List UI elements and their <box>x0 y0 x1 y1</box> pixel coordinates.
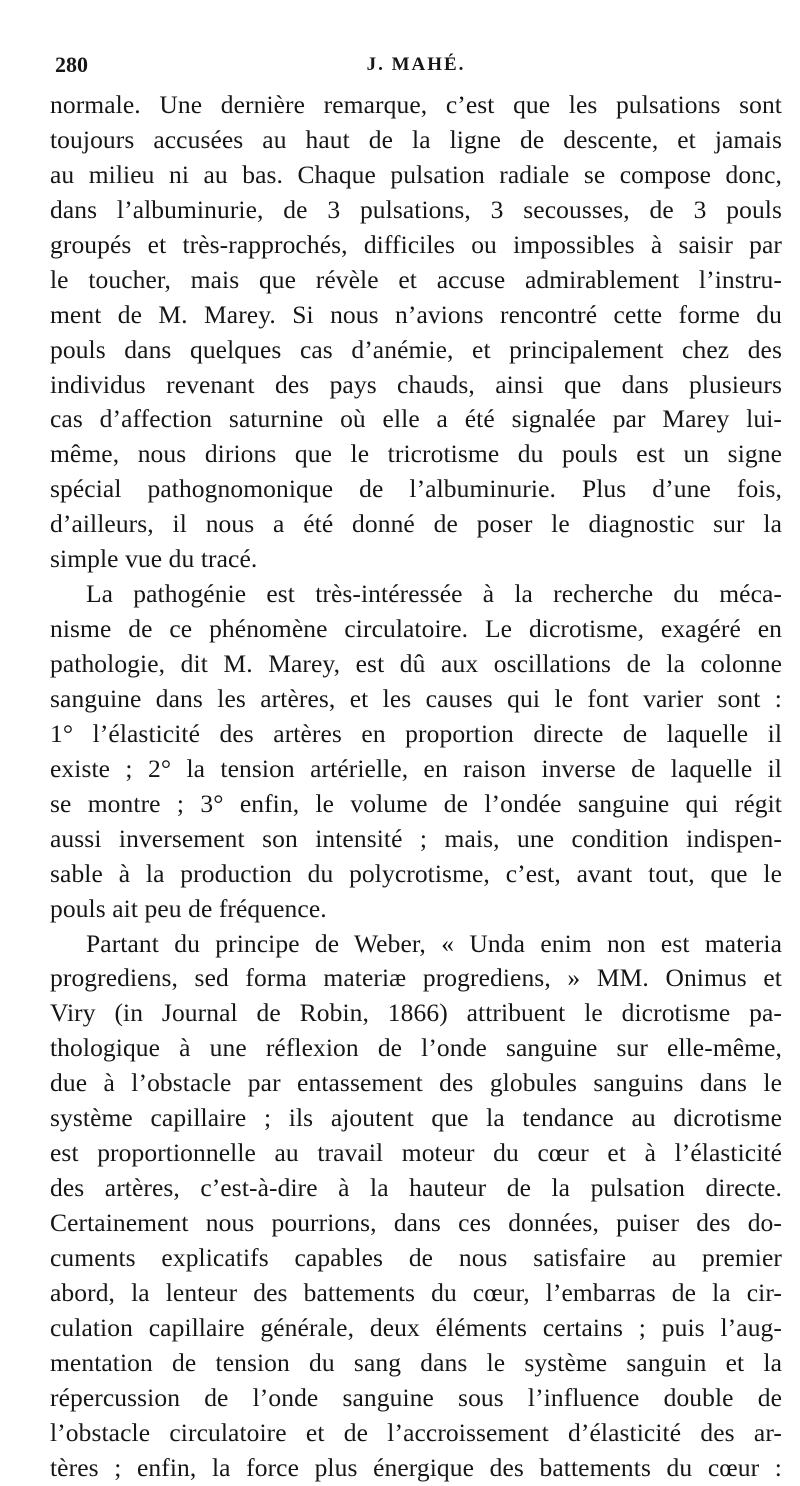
text-line: se montre ; 3° enfin, le volume de l’ondée sanguine qui régit <box>50 788 782 818</box>
text-line: cas d’affection saturnine où elle a été signalée par Marey lui- <box>50 404 782 434</box>
text-line: spécial pathognomonique de l’albuminurie. Plus d’une fois, <box>50 474 782 504</box>
page-header <box>50 52 782 86</box>
body-text <box>50 88 782 1486</box>
text-line: due à l’obstacle par entassement des globules sanguins dans le <box>50 1068 782 1098</box>
text-line: groupés et très-rapprochés, difficiles ou impossibles à saisir par <box>50 229 782 259</box>
text-line: simple vue du tracé. <box>50 544 258 574</box>
text-line: individus revenant des pays chauds, ainsi que dans plusieurs <box>50 369 782 399</box>
text-line: système capillaire ; ils ajoutent que la tendance au dicrotisme <box>50 1103 782 1133</box>
text-line: sanguine dans les artères, et les causes qui le font varier sont : <box>50 683 782 713</box>
text-line: normale. Une dernière remarque, c’est que les pulsations sont <box>50 90 782 119</box>
text-line: d’ailleurs, il nous a été donné de poser le diagnostic sur la <box>50 509 782 539</box>
text-line: La pathogénie est très-intéressée à la recherche du méca- <box>86 579 782 609</box>
text-line: répercussion de l’onde sanguine sous l’influence double de <box>50 1382 782 1412</box>
text-line: toujours accusées au haut de la ligne de descente, et jamais <box>50 124 782 154</box>
text-line: mentation de tension du sang dans le système sanguin et la <box>50 1347 782 1377</box>
text-line: le toucher, mais que révèle et accuse admirablement l’instru- <box>50 264 782 294</box>
text-line: Viry (in Journal de Robin, 1866) attribuent le dicrotisme pa- <box>50 998 782 1028</box>
text-line: ment de M. Marey. Si nous n’avions rencontré cette forme du <box>50 299 782 329</box>
text-line: 1° l’élasticité des artères en proportion directe de laquelle il <box>50 718 782 748</box>
text-line: pathologie, dit M. Marey, est dû aux oscillations de la colonne <box>50 649 782 678</box>
text-line: Certainement nous pourrions, dans ces données, puiser des do- <box>50 1208 782 1237</box>
text-line: sable à la production du polycrotisme, c’est, avant tout, que le <box>50 858 782 888</box>
text-line: nisme de ce phénomène circulatoire. Le dicrotisme, exagéré en <box>50 614 782 644</box>
text-line: progrediens, sed forma materiæ progrediens, » MM. Onimus et <box>50 963 782 993</box>
text-line: cuments explicatifs capables de nous satisfaire au premier <box>50 1242 782 1272</box>
text-line: existe ; 2° la tension artérielle, en raison inverse de laquelle il <box>50 753 782 783</box>
running-head: J. MAHÉ. <box>366 54 466 75</box>
text-line: est proportionnelle au travail moteur du cœur et à l’élasticité <box>50 1138 782 1168</box>
text-line: dans l’albuminurie, de 3 pulsations, 3 secousses, de 3 pouls <box>50 194 782 224</box>
text-line: thologique à une réflexion de l’onde sanguine sur elle-même, <box>50 1033 782 1063</box>
text-line: l’obstacle circulatoire et de l’accroissement d’élasticité des ar- <box>50 1417 782 1447</box>
text-line: pouls ait peu de fréquence. <box>50 893 327 923</box>
text-line: abord, la lenteur des battements du cœur, l’embarras de la cir- <box>50 1277 782 1307</box>
text-line: aussi inversement son intensité ; mais, une condition indispen- <box>50 823 782 853</box>
text-line: culation capillaire générale, deux éléments certains ; puis l’aug- <box>50 1312 782 1342</box>
text-line: même, nous dirions que le tricrotisme du pouls est un signe <box>50 439 782 469</box>
text-line: pouls dans quelques cas d’anémie, et principalement chez des <box>50 334 782 364</box>
page-number: 280 <box>55 52 88 77</box>
text-line: tères ; enfin, la force plus énergique des battements du cœur : <box>50 1452 782 1482</box>
text-line: au milieu ni au bas. Chaque pulsation radiale se compose donc, <box>50 159 782 189</box>
text-line: Partant du principe de Weber, « Unda enim non est materia <box>86 928 782 958</box>
text-line: des artères, c’est-à-dire à la hauteur de la pulsation directe. <box>50 1173 782 1203</box>
